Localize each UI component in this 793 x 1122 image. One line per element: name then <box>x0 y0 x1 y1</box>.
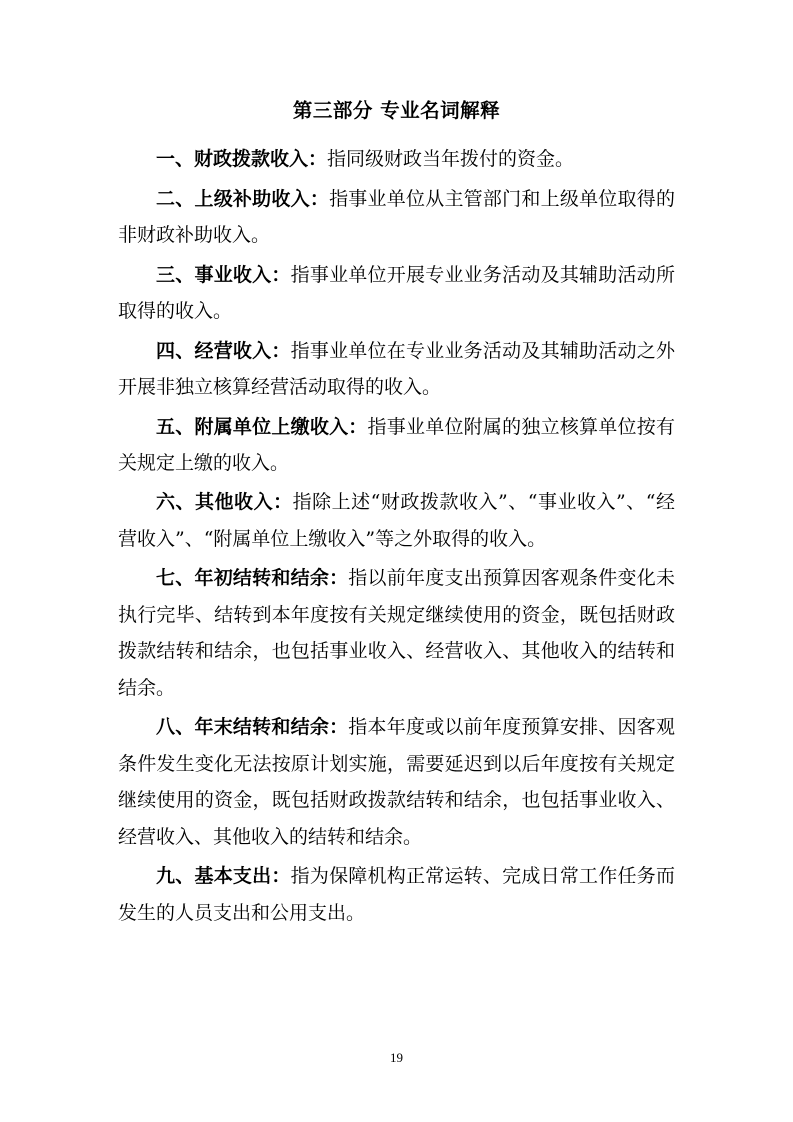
term-label: 六、其他收入： <box>156 491 293 514</box>
term-label: 一、财政拨款收入： <box>156 148 328 171</box>
term-label: 五、附属单位上缴收入： <box>156 415 368 438</box>
term-definition: 指为保障机构正常运转、完成日常工作任务而发生的人员支出和公用支出。 <box>118 865 675 924</box>
paragraph-item <box>118 560 675 706</box>
paragraph-item <box>118 257 675 330</box>
page-title: 第三部分 专业名词解释 <box>292 99 501 122</box>
term-definition: 指本年度或以前年度预算安排、因客观条件发生变化无法按原计划实施，需要延迟到以后年度按有关规定继续使用的资金，既包括财政拨款结转和结余，也包括事业收入、经营收入、其他收入的结转和结余。 <box>118 716 675 848</box>
term-definition: 指以前年度支出预算因客观条件变化未执行完毕、结转到本年度按有关规定继续使用的资金，既包括财政拨款结转和结余，也包括事业收入、经营收入、其他收入的结转和结余。 <box>118 567 675 699</box>
term-label: 二、上级补助收入： <box>156 187 330 210</box>
term-label: 四、经营收入： <box>156 339 291 362</box>
term-definition: 指除上述“财政拨款收入”、“事业收入”、“经营收入”、“附属单位上缴收入”等之外取得的收入。 <box>118 491 675 550</box>
term-label: 七、年初结转和结余： <box>156 567 349 590</box>
paragraph-item <box>118 709 675 855</box>
paragraph-item <box>118 409 675 482</box>
term-label: 八、年末结转和结余： <box>156 716 349 739</box>
page-number: 19 <box>390 1050 403 1065</box>
paragraph-item <box>118 181 675 254</box>
term-definition: 指事业单位在专业业务活动及其辅助活动之外开展非独立核算经营活动取得的收入。 <box>118 339 675 399</box>
paragraph-item <box>118 141 675 177</box>
paragraph-item <box>118 333 675 406</box>
term-definition: 指事业单位附属的独立核算单位按有关规定上缴的收入。 <box>118 415 675 474</box>
paragraph-item <box>118 858 675 931</box>
term-label: 九、基本支出： <box>156 865 291 888</box>
term-definition: 指事业单位从主管部门和上级单位取得的非财政补助收入。 <box>118 187 675 247</box>
term-definition: 指同级财政当年拨付的资金。 <box>327 148 575 171</box>
term-definition: 指事业单位开展专业业务活动及其辅助活动所取得的收入。 <box>118 263 675 323</box>
paragraph-item <box>118 484 675 557</box>
term-label: 三、事业收入： <box>156 263 291 286</box>
